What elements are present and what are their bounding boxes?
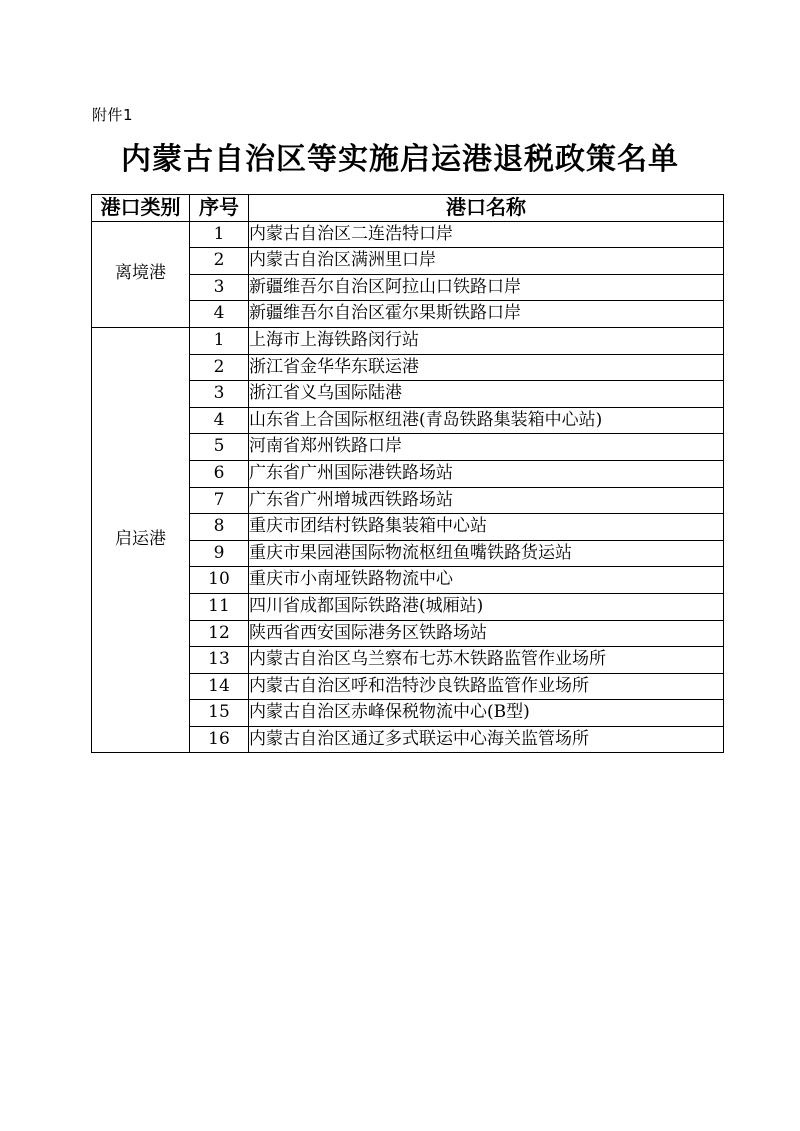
category-cell: 启运港 — [92, 327, 190, 753]
row-number: 3 — [190, 381, 249, 408]
table-row — [92, 221, 724, 248]
row-number: 11 — [190, 593, 249, 620]
row-number: 2 — [190, 354, 249, 381]
port-name: 新疆维吾尔自治区阿拉山口铁路口岸 — [249, 274, 724, 301]
row-number: 9 — [190, 540, 249, 567]
port-name: 山东省上合国际枢纽港(青岛铁路集装箱中心站) — [249, 407, 724, 434]
port-name: 重庆市果园港国际物流枢纽鱼嘴铁路货运站 — [249, 540, 724, 567]
port-name: 内蒙古自治区二连浩特口岸 — [249, 221, 724, 248]
header-name: 港口名称 — [249, 195, 724, 222]
port-name: 浙江省金华华东联运港 — [249, 354, 724, 381]
row-number: 3 — [190, 274, 249, 301]
row-number: 16 — [190, 726, 249, 753]
port-name: 广东省广州国际港铁路场站 — [249, 460, 724, 487]
row-number: 1 — [190, 327, 249, 354]
port-name: 河南省郑州铁路口岸 — [249, 434, 724, 461]
row-number: 4 — [190, 301, 249, 328]
port-name: 上海市上海铁路闵行站 — [249, 327, 724, 354]
row-number: 14 — [190, 673, 249, 700]
row-number: 15 — [190, 700, 249, 727]
header-category: 港口类别 — [92, 195, 190, 222]
table-header-row — [92, 195, 724, 222]
row-number: 8 — [190, 514, 249, 541]
port-name: 四川省成都国际铁路港(城厢站) — [249, 593, 724, 620]
attachment-label: 附件1 — [92, 106, 134, 124]
category-cell: 离境港 — [92, 221, 190, 327]
row-number: 13 — [190, 647, 249, 674]
table-row — [92, 327, 724, 354]
header-number: 序号 — [190, 195, 249, 222]
row-number: 6 — [190, 460, 249, 487]
port-name: 新疆维吾尔自治区霍尔果斯铁路口岸 — [249, 301, 724, 328]
port-list-table — [91, 194, 724, 753]
port-name: 内蒙古自治区通辽多式联运中心海关监管场所 — [249, 726, 724, 753]
row-number: 2 — [190, 248, 249, 275]
row-number: 4 — [190, 407, 249, 434]
row-number: 7 — [190, 487, 249, 514]
port-name: 重庆市团结村铁路集装箱中心站 — [249, 514, 724, 541]
row-number: 10 — [190, 567, 249, 594]
port-name: 内蒙古自治区乌兰察布七苏木铁路监管作业场所 — [249, 647, 724, 674]
port-name: 广东省广州增城西铁路场站 — [249, 487, 724, 514]
row-number: 12 — [190, 620, 249, 647]
row-number: 1 — [190, 221, 249, 248]
port-name: 浙江省义乌国际陆港 — [249, 381, 724, 408]
port-name: 内蒙古自治区赤峰保税物流中心(B型) — [249, 700, 724, 727]
page-title: 内蒙古自治区等实施启运港退税政策名单 — [121, 142, 679, 177]
port-name: 内蒙古自治区呼和浩特沙良铁路监管作业场所 — [249, 673, 724, 700]
row-number: 5 — [190, 434, 249, 461]
port-name: 陕西省西安国际港务区铁路场站 — [249, 620, 724, 647]
port-name: 内蒙古自治区满洲里口岸 — [249, 248, 724, 275]
port-name: 重庆市小南垭铁路物流中心 — [249, 567, 724, 594]
